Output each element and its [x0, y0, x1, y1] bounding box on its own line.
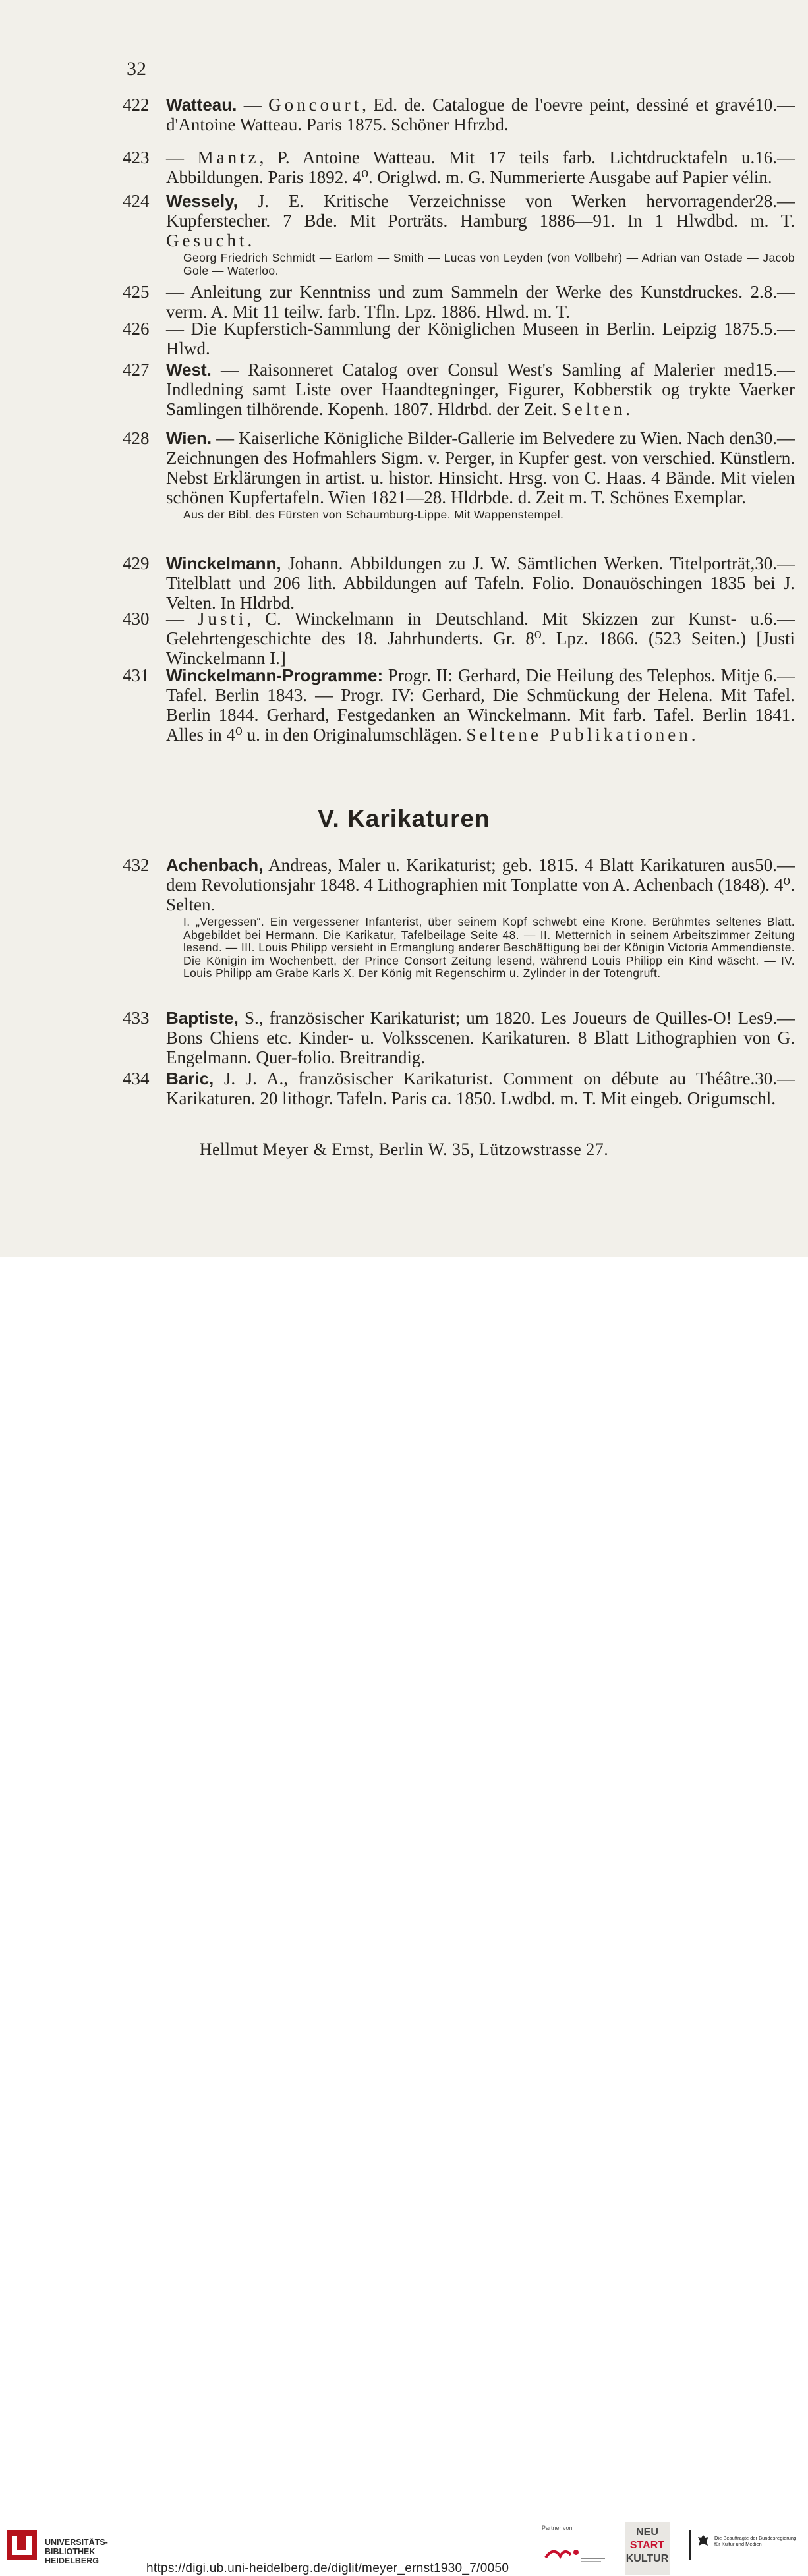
catalog-entry — [123, 360, 795, 419]
entry-dash: — — [166, 609, 198, 629]
entry-price: je 6.— — [746, 665, 795, 685]
entry-text — [166, 1069, 795, 1108]
entry-description: Johann. Abbildungen zu J. W. Sämtlichen Werken. Titelporträt, Titelblatt und 206 lith. Abbildungen auf Tafeln. Folio. Donauöschingen 1835 bei J. Velten. In Hldrbd. — [166, 553, 795, 613]
entry-note: Aus der Bibl. des Fürsten von Schaumburg-Lippe. Mit Wappenstempel. — [183, 508, 564, 521]
catalog-entry — [123, 191, 795, 277]
entry-remark: Selten. — [561, 399, 634, 419]
catalog-entry — [123, 319, 795, 358]
entry-heading: Achenbach, — [166, 855, 264, 875]
bkm-label: Die Beauftragte der Bundesregierung für Kultur und Medien — [714, 2535, 797, 2547]
entry-description: — Anleitung zur Kenntniss und zum Sammeln der Werke des Kunstdruckes. 2. verm. A. Mit 11 teilw. farb. Tfln. Lpz. 1886. Hlwd. m. T. — [166, 282, 764, 322]
entry-number: 428 — [123, 428, 150, 448]
entry-dash: — — [166, 148, 198, 167]
entry-number: 426 — [123, 319, 150, 339]
entry-text — [166, 319, 795, 358]
entry-text — [166, 855, 795, 914]
page-number: 32 — [127, 58, 146, 80]
catalog-entry — [123, 1069, 795, 1108]
entry-text — [166, 428, 795, 507]
entry-price: 28.— — [755, 191, 795, 211]
entry-text — [166, 282, 795, 322]
entry-number: 430 — [123, 609, 150, 629]
entry-number: 427 — [123, 360, 150, 379]
entry-text — [166, 148, 795, 187]
entry-text — [166, 95, 795, 134]
entry-text — [166, 609, 795, 668]
source-url-link[interactable]: https://digi.ub.uni-heidelberg.de/diglit/meyer_ernst1930_7/0050 — [146, 2562, 509, 2575]
entry-description: Progr. II: Gerhard, Die Heilung des Telephos. Mit Tafel. Berlin 1843. — Progr. IV: Gerhard, Die Schmückung der Helena. Mit Tafel. Berlin 1844. Gerhard, Festgedanken an Winckelmann. Mit farb. Tafel. Berlin 1841. Alles in 4⁰ u. in den Originalumschlägen. — [166, 665, 795, 744]
entry-heading: Baptiste, — [166, 1008, 239, 1028]
entry-price: 5.— — [763, 319, 795, 339]
catalog-entry — [123, 95, 795, 134]
entry-price: 30.— — [755, 553, 795, 573]
catalog-page — [0, 0, 808, 1257]
entry-text — [166, 191, 795, 250]
entry-text — [166, 360, 795, 419]
entry-note: I. „Vergessen“. Ein vergessener Infanterist, über seinem Kopf schwebt eine Krone. Berühmtes seltenes Blatt. Abgebildet bei Hermann. Die Karikatur, Tafelbeilage Seite 48. — II. Metternich in seinem Arbeitszimmer Zeitung lesend. — III. Louis Philipp versieht in Ermanglung anderer Beschäftigung bei der Königin Victoria Ammendienste. Die Königin im Wochenbett, der Prince Consort Zeitung lesend, während Louis Philipp ein Kind wäscht. — IV. Louis Philipp am Grabe Karls X. Der König mit Regenschirm u. Zylinder in der Totengruft. — [183, 915, 795, 980]
entry-number: 422 — [123, 95, 150, 115]
entry-description: , C. Winckelmann in Deutschland. Mit Skizzen zur Kunst- u. Gelehrtengeschichte des 18. Jahrhunderts. Gr. 8⁰. Lpz. 1866. (523 Seiten.) [Justi Winckelmann I.] — [166, 609, 795, 668]
ddb-logo-icon — [542, 2538, 608, 2568]
catalog-entry — [123, 1008, 795, 1067]
catalog-entry — [123, 148, 795, 187]
entry-dash: — — [237, 95, 269, 115]
entry-remark: Seltene Publikationen. — [466, 725, 699, 744]
entry-description: — Kaiserliche Königliche Bilder-Gallerie im Belvedere zu Wien. Nach den Zeichnungen des Hofmahlers Sigm. v. Perger, in Kupfer gest. von verschied. Künstlern. Nebst Erklärungen in artist. u. histor. Hinsicht. Hrsg. von C. Haas. 4 Bände. Mit vielen schönen Kupfertafeln. Wien 1821—28. Hldrbde. d. Zeit m. T. Schönes Exemplar. — [166, 428, 795, 507]
catalog-entry — [123, 282, 795, 322]
section-title: V. Karikaturen — [318, 805, 490, 832]
entry-price: 9.— — [763, 1008, 795, 1028]
catalog-entry — [123, 665, 795, 744]
entry-description: — Die Kupferstich-Sammlung der Königlichen Museen in Berlin. Leipzig 1875. Hlwd. — [166, 319, 764, 358]
entry-author: Justi — [197, 609, 247, 629]
entry-heading: Winckelmann-Programme: — [166, 665, 384, 685]
entry-author: Goncourt — [268, 95, 362, 115]
entry-note: Georg Friedrich Schmidt — Earlom — Smith — Lucas von Leyden (von Vollbehr) — Adrian van Ostade — Jacob Gole — Waterloo. — [183, 251, 795, 277]
entry-description: J. E. Kritische Verzeichnisse von Werken hervorragender Kupferstecher. 7 Bde. Mit Porträts. Hamburg 1886—91. In 1 Hlwdbd. m. T. — [166, 191, 795, 231]
divider-line — [689, 2530, 691, 2560]
catalog-entry — [123, 428, 795, 522]
entry-text — [166, 553, 795, 613]
ub-heidelberg-logo-icon — [7, 2530, 37, 2560]
entry-description: — Raisonneret Catalog over Consul West's Samling af Malerier med Indledning samt Liste over Haandtegninger, Figurer, Kobberstik og trykte Vaerker Samlingen tilhörende. Kopenh. 1807. Hldrbd. der Zeit. — [166, 360, 795, 419]
entry-heading: Wien. — [166, 428, 212, 448]
entry-author: Mantz — [197, 148, 260, 167]
entry-number: 434 — [123, 1069, 150, 1088]
entry-remark: Gesucht. — [166, 231, 256, 250]
entry-description: Andreas, Maler u. Karikaturist; geb. 1815. 4 Blatt Karikaturen aus dem Revolutionsjahr 1848. 4 Lithographien mit Tonplatte von A. Achenbach (1848). 4⁰. Selten. — [166, 855, 795, 914]
entry-heading: Baric, — [166, 1069, 214, 1088]
entry-number: 425 — [123, 282, 150, 302]
entry-text — [166, 665, 795, 744]
entry-description: S., französischer Karikaturist; um 1820. Les Joueurs de Quilles-O! Les Bons Chiens etc. Kinder- u. Volksscenen. Karikaturen. 8 Blatt Lithographien von G. Engelmann. Quer-folio. Breitrandig. — [166, 1008, 795, 1067]
ub-heidelberg-label: UNIVERSITÄTS- BIBLIOTHEK HEIDELBERG — [45, 2538, 108, 2565]
entry-price: 15.— — [755, 360, 795, 379]
entry-price: 30.— — [755, 428, 795, 448]
entry-number: 429 — [123, 553, 150, 573]
entry-text — [166, 1008, 795, 1067]
publisher-footer: Hellmut Meyer & Ernst, Berlin W. 35, Lützowstrasse 27. — [199, 1140, 609, 1159]
entry-price: 6.— — [763, 609, 795, 629]
catalog-entry — [123, 609, 795, 668]
entry-price: 50.— — [755, 855, 795, 875]
entry-number: 432 — [123, 855, 150, 875]
entry-heading: Winckelmann, — [166, 553, 281, 573]
neustart-kultur-logo: NEU START KULTUR — [625, 2522, 670, 2575]
entry-number: 423 — [123, 148, 150, 167]
entry-price: 10.— — [755, 95, 795, 115]
entry-price: 30.— — [755, 1069, 795, 1088]
entry-description: , Ed. de. Catalogue de l'oevre peint, dessiné et gravé d'Antoine Watteau. Paris 1875. Schöner Hfrzbd. — [166, 95, 755, 134]
catalog-entry — [123, 553, 795, 613]
entry-description: J. J. A., französischer Karikaturist. Comment on débute au Théâtre. Karikaturen. 20 lithogr. Tafeln. Paris ca. 1850. Lwdbd. m. T. Mit eingeb. Origumschl. — [166, 1069, 776, 1108]
entry-heading: Watteau. — [166, 95, 237, 115]
entry-price: 16.— — [755, 148, 795, 167]
entry-heading: Wessely, — [166, 191, 238, 211]
federal-eagle-icon — [697, 2534, 709, 2548]
entry-number: 433 — [123, 1008, 150, 1028]
entry-heading: West. — [166, 360, 212, 379]
entry-number: 431 — [123, 665, 150, 685]
catalog-entry — [123, 855, 795, 980]
entry-description: , P. Antoine Watteau. Mit 17 teils farb. Lichtdrucktafeln u. Abbildungen. Paris 1892. 4⁰. Origlwd. m. G. Nummerierte Ausgabe auf Papier vélin. — [166, 148, 772, 187]
entry-number: 424 — [123, 191, 150, 211]
library-bar — [0, 1257, 808, 2575]
entry-price: 8.— — [763, 282, 795, 302]
partner-label: Partner von — [542, 2525, 573, 2531]
